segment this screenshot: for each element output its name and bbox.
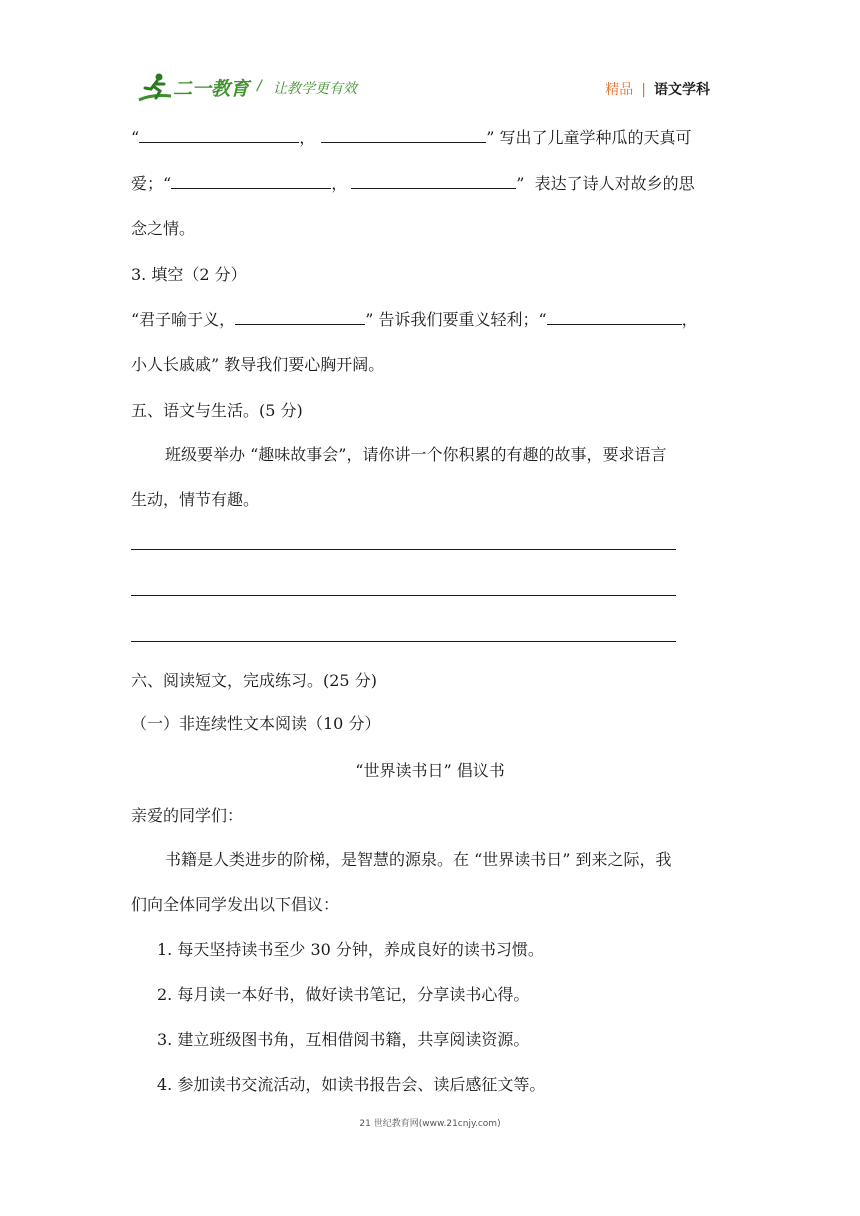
header-subject	[605, 79, 710, 99]
q3-title: 3. 填空（2 分）	[131, 265, 247, 284]
quote-close: ”	[486, 128, 495, 147]
site-logo	[137, 72, 387, 104]
answer-blank[interactable]	[171, 173, 331, 189]
answer-line[interactable]	[131, 549, 676, 550]
q3-text: ” 告诉我们要重义轻利；“	[365, 310, 547, 329]
q2-text: 写出了儿童学种瓜的天真可	[499, 128, 692, 147]
page-footer: 21 世纪教育网(www.21cnjy.com)	[359, 1119, 501, 1129]
answer-blank[interactable]	[235, 309, 365, 325]
list-item: 2. 每月读一本好书，做好读书笔记，分享读书心得。	[157, 985, 530, 1004]
header-separator: |	[641, 82, 646, 98]
section5-prompt-1: 班级要举办 “趣味故事会”，请你讲一个你积累的有趣的故事，要求语言	[165, 445, 667, 464]
q3-line-2: 小人长戚戚” 教导我们要心胸开阔。	[131, 355, 385, 374]
intro-line-1: 书籍是人类进步的阶梯，是智慧的源泉。在 “世界读书日” 到来之际，我	[165, 850, 672, 869]
comma: ，	[331, 174, 348, 193]
q3-text: “君子喻于义，	[131, 310, 236, 329]
answer-line[interactable]	[131, 595, 676, 596]
subject-label: 语文学科	[654, 82, 710, 98]
q3-line-1	[131, 309, 698, 331]
q2-line-3: 念之情。	[131, 219, 196, 238]
list-item: 4. 参加读书交流活动，如读书报告会、读后感征文等。	[157, 1075, 546, 1094]
quote-open: “	[131, 128, 140, 147]
answer-blank[interactable]	[351, 173, 516, 189]
greeting: 亲爱的同学们：	[131, 806, 244, 825]
q2-text: 表达了诗人对故乡的思	[534, 174, 695, 193]
runner-logo-icon	[137, 72, 173, 104]
q2-line-2	[131, 173, 695, 195]
answer-line[interactable]	[131, 641, 676, 642]
logo-slash: /	[257, 78, 262, 94]
comma: ，	[299, 128, 316, 147]
answer-blank[interactable]	[321, 127, 486, 143]
answer-blank[interactable]	[139, 127, 299, 143]
list-item: 1. 每天坚持读书至少 30 分钟，养成良好的读书习惯。	[157, 940, 544, 959]
answer-blank[interactable]	[547, 309, 682, 325]
doc-title: “世界读书日” 倡议书	[355, 761, 505, 780]
q2-prefix: 爱；“	[131, 174, 172, 193]
section6-title: 六、阅读短文，完成练习。(25 分)	[131, 671, 377, 690]
intro-line-2: 们向全体同学发出以下倡议：	[131, 895, 340, 914]
quote-close: ”	[516, 174, 525, 193]
comma: ，	[681, 310, 698, 329]
section5-prompt-2: 生动，情节有趣。	[131, 490, 260, 509]
logo-slogan: 让教学更有效	[273, 81, 357, 97]
logo-text: 二一教育	[173, 78, 250, 100]
section5-title: 五、语文与生活。(5 分)	[131, 401, 303, 420]
q2-line-1	[131, 127, 692, 149]
list-item: 3. 建立班级图书角，互相借阅书籍，共享阅读资源。	[157, 1030, 530, 1049]
section6-part1: （一）非连续性文本阅读（10 分）	[131, 714, 381, 733]
premium-label: 精品	[605, 82, 634, 98]
